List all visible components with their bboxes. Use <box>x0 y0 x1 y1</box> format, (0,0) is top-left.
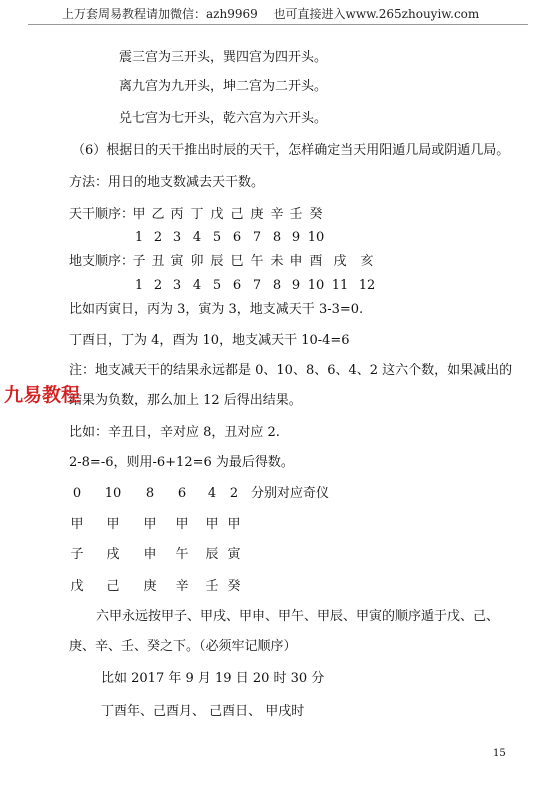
tiangan-label: 天干顺序： <box>69 207 135 222</box>
tiangan-number: 10 <box>307 230 325 245</box>
tiangan-number-row <box>0 230 559 246</box>
mapping-number: 10 <box>104 486 122 501</box>
dizhi-number: 9 <box>291 278 301 293</box>
mapping-qiyi: 庚 <box>143 579 157 594</box>
tiangan-char: 辛 <box>270 207 284 222</box>
dizhi-number: 8 <box>272 278 282 293</box>
tiangan-number: 8 <box>272 230 282 245</box>
text-zhen: 震三宫为三开头，巽四宫为四开头。 <box>119 50 328 65</box>
mapping-qiyi: 戊 <box>70 579 84 594</box>
mapping-jia: 甲 <box>70 517 84 532</box>
mapping-label: 分别对应奇仪 <box>251 486 330 501</box>
rule-line-1: 六甲永远按甲子、甲戌、甲申、甲午、甲辰、甲寅的顺序遁于戊、己、 <box>96 609 500 624</box>
header-rule <box>28 24 528 25</box>
example-2: 丁酉日，丁为 4，酉为 10，地支减天干 10-4=6 <box>69 333 350 348</box>
tiangan-char: 甲 <box>132 207 146 222</box>
dizhi-label: 地支顺序： <box>69 254 135 269</box>
dizhi-number: 3 <box>172 278 182 293</box>
example-6: 丁酉年、己酉月、 己酉日、 甲戌时 <box>101 704 305 719</box>
page-number: 15 <box>493 748 506 759</box>
dizhi-char: 亥 <box>360 254 374 269</box>
mapping-qiyi: 己 <box>106 579 120 594</box>
tiangan-char: 戊 <box>210 207 224 222</box>
dizhi-number: 7 <box>252 278 262 293</box>
tiangan-char: 壬 <box>289 207 303 222</box>
tiangan-char: 癸 <box>309 207 323 222</box>
dizhi-number: 2 <box>153 278 163 293</box>
mapping-zhi: 辰 <box>205 547 219 562</box>
tiangan-char: 乙 <box>151 207 165 222</box>
dizhi-number: 1 <box>134 278 144 293</box>
dizhi-number: 6 <box>232 278 242 293</box>
dizhi-char: 巳 <box>230 254 244 269</box>
dizhi-char: 卯 <box>190 254 204 269</box>
mapping-zhi-row <box>0 547 559 563</box>
mapping-zhi: 子 <box>70 547 84 562</box>
dizhi-char: 戌 <box>333 254 347 269</box>
tiangan-number: 6 <box>232 230 242 245</box>
tiangan-number: 3 <box>172 230 182 245</box>
tiangan-number: 7 <box>252 230 262 245</box>
dizhi-char: 申 <box>289 254 303 269</box>
text-method: 方法：用日的地支数减去天干数。 <box>69 175 265 190</box>
mapping-jia: 甲 <box>106 517 120 532</box>
watermark-logo: 九易教程 <box>4 384 81 406</box>
mapping-qiyi: 壬 <box>205 579 219 594</box>
text-dui: 兑七宫为七开头，乾六宫为六开头。 <box>119 111 328 126</box>
mapping-zhi: 午 <box>175 547 189 562</box>
tiangan-number: 1 <box>134 230 144 245</box>
mapping-qiyi: 辛 <box>175 579 189 594</box>
dizhi-number: 4 <box>192 278 202 293</box>
dizhi-char: 午 <box>250 254 264 269</box>
mapping-number: 8 <box>145 486 155 501</box>
dizhi-char: 未 <box>270 254 284 269</box>
note-line-1: 注：地支减天干的结果永远都是 0、10、8、6、4、2 这六个数，如果减出的 <box>69 363 513 378</box>
dizhi-char: 酉 <box>309 254 323 269</box>
mapping-jia: 甲 <box>205 517 219 532</box>
example-3: 比如：辛丑日，辛对应 8，丑对应 2. <box>69 425 280 440</box>
mapping-jia: 甲 <box>175 517 189 532</box>
mapping-jia: 甲 <box>143 517 157 532</box>
dizhi-char: 丑 <box>151 254 165 269</box>
mapping-number: 2 <box>229 486 239 501</box>
mapping-qiyi: 癸 <box>227 579 241 594</box>
mapping-number: 6 <box>177 486 187 501</box>
mapping-zhi: 寅 <box>227 547 241 562</box>
dizhi-row <box>0 254 559 270</box>
rule-line-2: 庚、辛、壬、癸之下。（必须牢记顺序） <box>69 639 297 654</box>
tiangan-char: 丙 <box>170 207 184 222</box>
mapping-zhi: 申 <box>143 547 157 562</box>
dizhi-char: 子 <box>132 254 146 269</box>
dizhi-number: 5 <box>212 278 222 293</box>
mapping-number: 4 <box>207 486 217 501</box>
dizhi-char: 辰 <box>210 254 224 269</box>
dizhi-number: 12 <box>358 278 376 293</box>
tiangan-char: 己 <box>230 207 244 222</box>
tiangan-number: 5 <box>212 230 222 245</box>
tiangan-number: 4 <box>192 230 202 245</box>
dizhi-number: 10 <box>307 278 325 293</box>
mapping-jia-row <box>0 517 559 533</box>
example-4: 2-8=-6，则用-6+12=6 为最后得数。 <box>69 455 294 470</box>
mapping-zhi: 戌 <box>106 547 120 562</box>
tiangan-char: 丁 <box>190 207 204 222</box>
tiangan-number: 9 <box>291 230 301 245</box>
dizhi-number: 11 <box>331 278 349 293</box>
example-1: 比如丙寅日，丙为 3，寅为 3，地支减天干 3-3=0. <box>69 302 364 317</box>
mapping-qiyi-row <box>0 579 559 595</box>
question-6: （6）根据日的天干推出时辰的天干，怎样确定当天用阳遁几局或阴遁几局。 <box>72 143 510 158</box>
dizhi-char: 寅 <box>170 254 184 269</box>
text-li: 离九宫为九开头，坤二宫为二开头。 <box>119 79 328 94</box>
note-line-2: 结果为负数，那么加上 12 后得出结果。 <box>69 393 302 408</box>
tiangan-row <box>0 207 559 223</box>
dizhi-number-row <box>0 278 559 294</box>
mapping-number: 0 <box>72 486 82 501</box>
tiangan-number: 2 <box>153 230 163 245</box>
example-5: 比如 2017 年 9 月 19 日 20 时 30 分 <box>101 671 325 686</box>
tiangan-char: 庚 <box>250 207 264 222</box>
mapping-jia: 甲 <box>227 517 241 532</box>
header-banner: 上万套周易教程请加微信：azh9969 也可直接进入www.265zhouyiw.com <box>62 7 480 21</box>
